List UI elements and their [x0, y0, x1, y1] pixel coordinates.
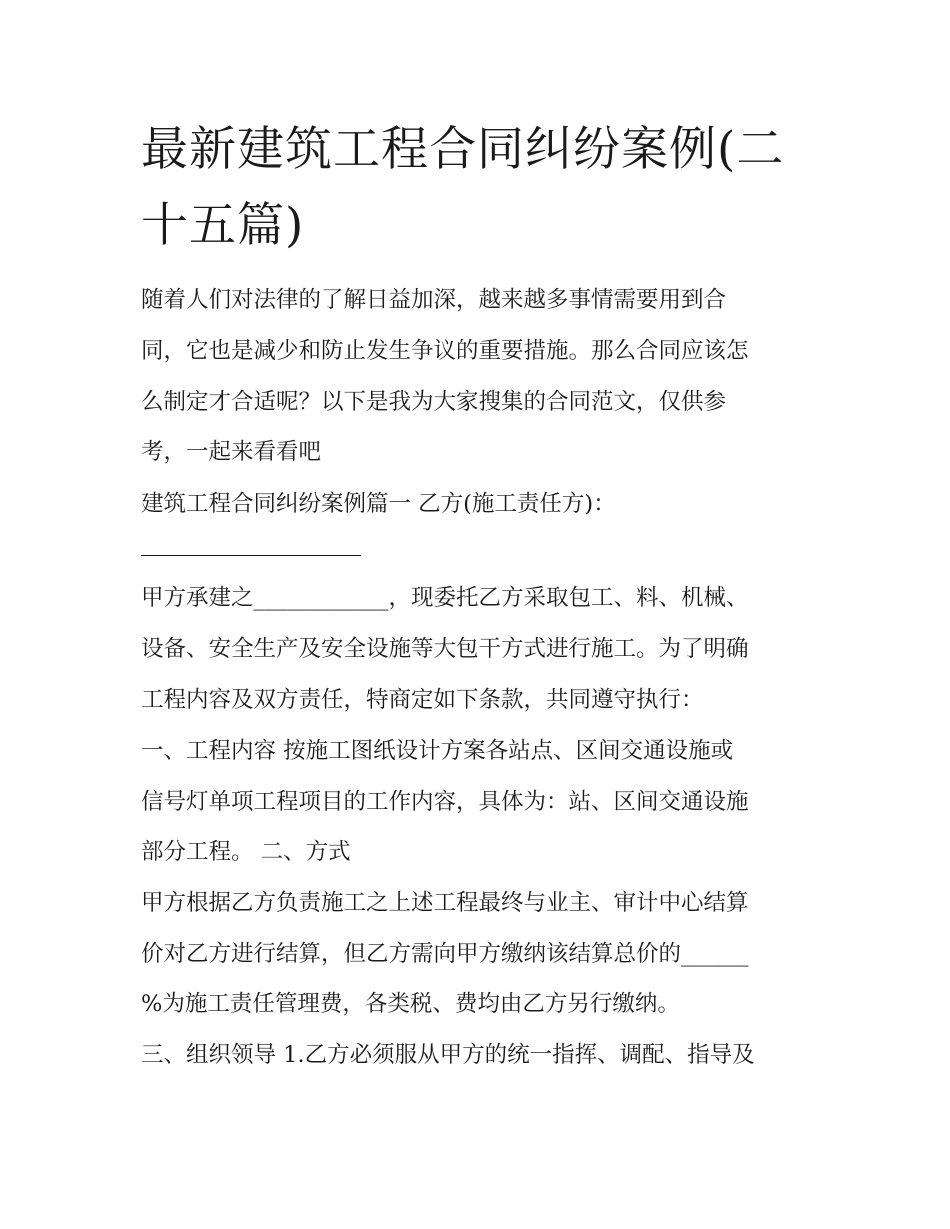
paragraph-line: 考，一起来看看吧 — [141, 439, 322, 465]
paragraph-line: 部分工程。 二、方式 — [141, 839, 351, 865]
section-heading-line: 建筑工程合同纠纷案例篇一 乙方(施工责任方)： — [141, 491, 616, 517]
paragraph-line: 随着人们对法律的了解日益加深，越来越多事情需要用到合 — [141, 287, 727, 313]
paragraph-line: 么制定才合适呢？以下是我为大家搜集的合同范文，仅供参 — [141, 389, 727, 415]
paragraph-line: 设备、安全生产及安全设施等大包干方式进行施工。为了明确 — [141, 636, 749, 662]
paragraph-line: 甲方承建之____________，现委托乙方采取包工、料、机械、 — [141, 585, 749, 611]
document-title: 最新建筑工程合同纠纷案例(二十五篇) — [141, 122, 785, 253]
paragraph-line: 价对乙方进行结算，但乙方需向甲方缴纳该结算总价的______ — [141, 941, 749, 967]
paragraph-line: 工程内容及双方责任，特商定如下条款，共同遵守执行： — [141, 687, 704, 713]
paragraph-line: 信号灯单项工程项目的工作内容，具体为：站、区间交通设施 — [141, 789, 749, 815]
paragraph-line: %为施工责任管理费，各类税、费均由乙方另行缴纳。 — [141, 991, 680, 1017]
paragraph-line: 甲方根据乙方负责施工之上述工程最终与业主、审计中心结算 — [141, 890, 749, 916]
paragraph-line: 一、工程内容 按施工图纸设计方案各站点、区间交通设施或 — [141, 738, 734, 764]
paragraph-line: 同，它也是减少和防止发生争议的重要措施。那么合同应该怎 — [141, 338, 749, 364]
paragraph-line: 三、组织领导 1.乙方必须服从甲方的统一指挥、调配、指导及 — [141, 1042, 755, 1068]
blank-fill-line — [141, 555, 361, 556]
